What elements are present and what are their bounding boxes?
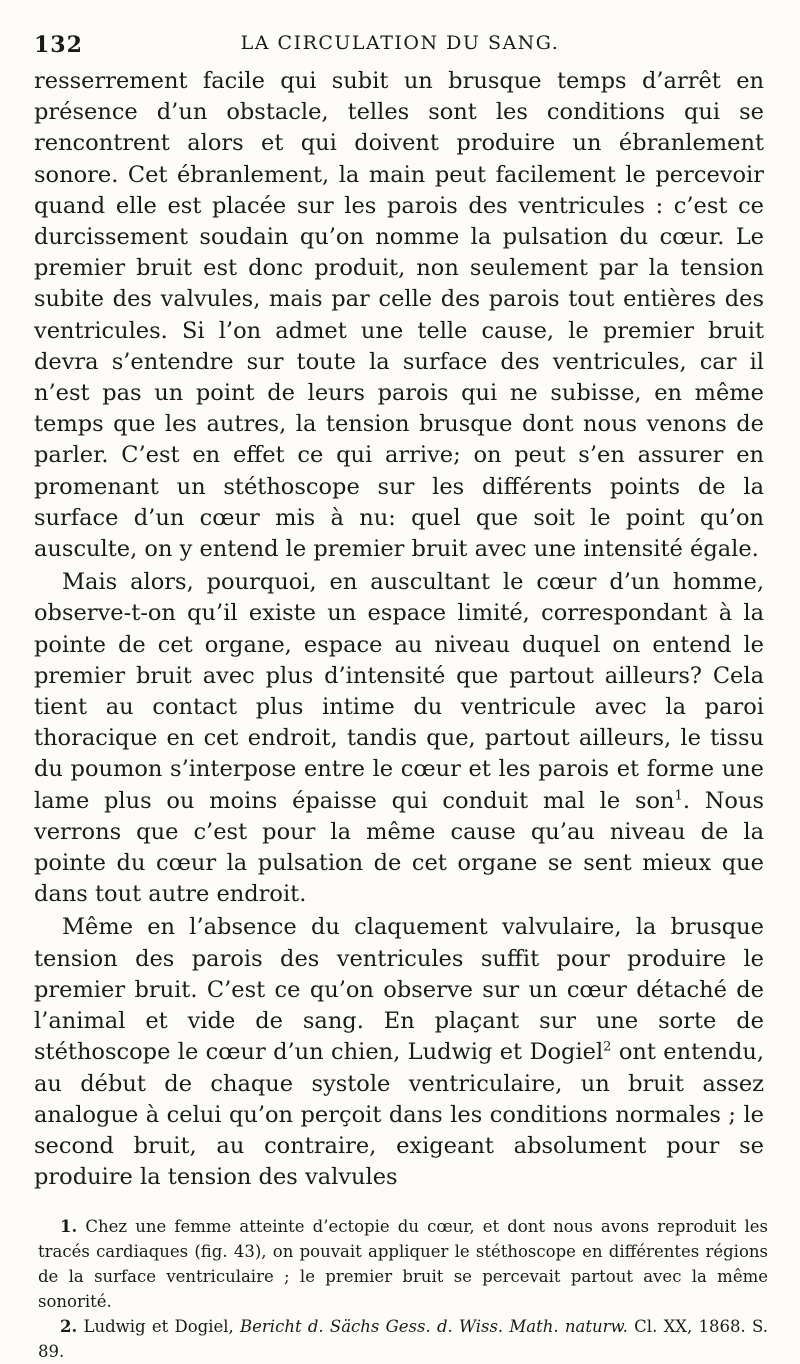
footnotes bbox=[38, 1214, 768, 1364]
main-text bbox=[34, 66, 764, 1193]
paragraph-2-text-cont: . Nous verrons que c’est pour la même cause qu’au niveau de la pointe du cœur la pulsation de cet organe se sent mieux que dans tout autre endroit. bbox=[34, 787, 764, 908]
footnote-2 bbox=[38, 1314, 768, 1364]
footnote-2-authors: Ludwig et Dogiel, bbox=[77, 1317, 241, 1336]
paragraph-2-text: Mais alors, pourquoi, en auscultant le cœur d’un homme, observe-t-on qu’il existe un espace limité, correspondant à la pointe de cet organe, espace au niveau duquel on entend le premier bruit avec plus d’intensité que partout ailleurs? Cela tient au contact plus intime du ventricule avec la paroi thoracique en cet endroit, tandis que, partout ailleurs, le tissu du poumon s’interpose entre le cœur et les parois et forme une lame plus ou moins épaisse qui conduit mal le son bbox=[34, 569, 764, 814]
paragraph-2 bbox=[34, 567, 764, 910]
footnote-1-text: Chez une femme atteinte d’ectopie du cœur, et dont nous avons reproduit les tracés cardiaques (fig. 43), on pouvait appliquer le stéthoscope en différentes régions de la surface ventriculaire ; le premier bruit se percevait partout avec la même sonorité. bbox=[38, 1217, 768, 1311]
paragraph-3 bbox=[34, 912, 764, 1193]
page-number: 132 bbox=[34, 32, 83, 58]
footnote-1 bbox=[38, 1214, 768, 1314]
footnote-2-citation: Cl. XX, 1868. S. 89. bbox=[38, 1317, 768, 1361]
footnote-1-marker: 1. bbox=[60, 1217, 78, 1236]
footnote-2-journal: Bericht d. Sächs Gess. d. Wiss. Math. naturw. bbox=[240, 1317, 628, 1336]
footnote-ref-2: 2 bbox=[603, 1039, 612, 1055]
footnote-2-marker: 2. bbox=[60, 1317, 78, 1336]
running-title: LA CIRCULATION DU SANG. bbox=[240, 32, 560, 54]
paragraph-3-text: Même en l’absence du claquement valvulaire, la brusque tension des parois des ventricules suffit pour produire le premier bruit. C’est ce qu’on observe sur un cœur détaché de l’animal et vide de sang. En plaçant sur une sorte de stéthoscope le cœur d’un chien, Ludwig et Dogiel bbox=[34, 914, 764, 1066]
paragraph-1: resserrement facile qui subit un brusque temps d’arrêt en présence d’un obstacle, telles sont les conditions qui se rencontrent alors et qui doivent produire un ébranlement sonore. Cet ébranlement, la main peut facilement le percevoir quand elle est placée sur les parois des ventricules : c’est ce durcissement soudain qu’on nomme la pulsation du cœur. Le premier bruit est donc produit, non seulement par la tension subite des valvules, mais par celle des parois tout entières des ventricules. Si l’on admet une telle cause, le premier bruit devra s’entendre sur toute la surface des ventricules, car il n’est pas un point de leurs parois qui ne subisse, en même temps que les autres, la tension brusque dont nous venons de parler. C’est en effet ce qui arrive; on peut s’en assurer en promenant un stéthoscope sur les différents points de la surface d’un cœur mis à nu: quel que soit le point qu’on ausculte, on y entend le premier bruit avec une intensité égale. bbox=[34, 68, 764, 563]
footnote-ref-1: 1 bbox=[674, 788, 683, 804]
paragraph-3-text-cont: ont entendu, au début de chaque systole ventriculaire, un bruit assez analogue à celui qu’on perçoit dans les conditions normales ; le second bruit, au contraire, exigeant absolument pour se produire la tension des valvules bbox=[34, 1039, 764, 1191]
